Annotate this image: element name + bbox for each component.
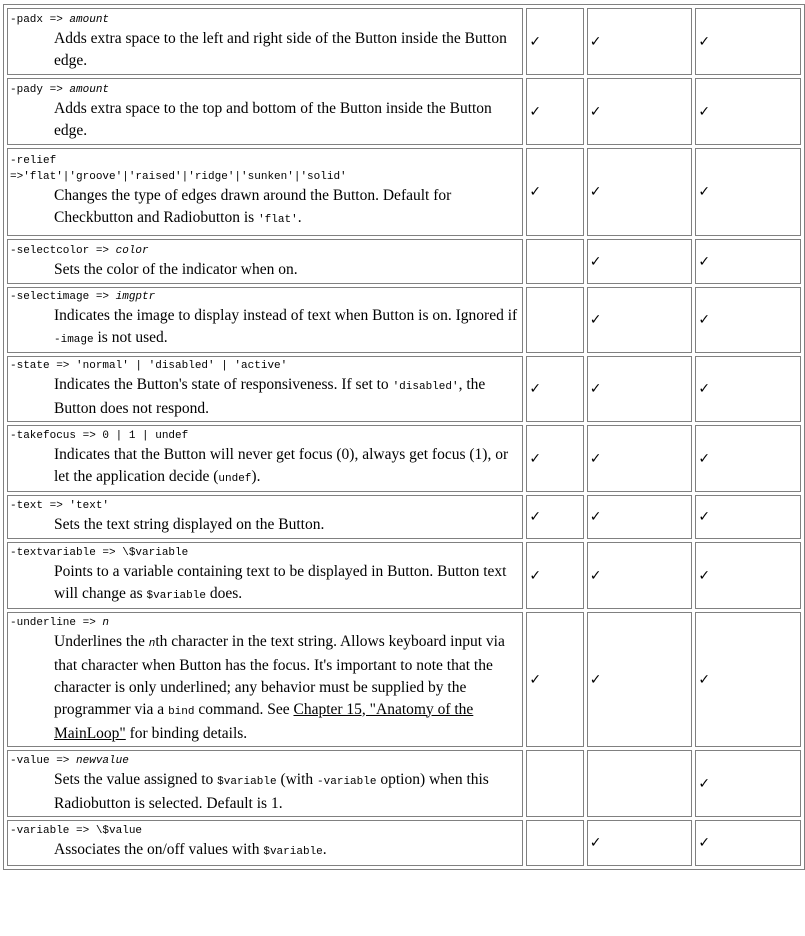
check-icon: ✓ — [589, 671, 602, 688]
check-icon: ✓ — [698, 671, 711, 688]
check-cell-col2 — [526, 239, 583, 284]
check-cell-col3 — [587, 287, 693, 353]
option-cell — [7, 612, 523, 747]
option-cell — [7, 750, 523, 817]
option-signature: -value => newvalue — [10, 754, 129, 767]
option-description: Adds extra space to the left and right side of the Button inside the Button edge. — [54, 29, 507, 69]
option-signature: -textvariable => \$variable — [10, 546, 189, 559]
check-icon: ✓ — [698, 509, 711, 525]
check-icon: ✓ — [529, 509, 542, 525]
chapter-15-link[interactable]: Chapter 15, "Anatomy of the MainLoop" — [54, 700, 474, 742]
check-icon: ✓ — [698, 450, 711, 467]
check-icon: ✓ — [529, 184, 542, 200]
check-cell-col4 — [695, 356, 801, 422]
option-signature: -relief — [10, 155, 57, 167]
check-cell-col3 — [587, 542, 693, 609]
check-cell-col3 — [587, 356, 693, 422]
option-signature: -variable => \$value — [10, 825, 143, 837]
check-icon: ✓ — [529, 103, 542, 120]
table-row — [7, 820, 801, 866]
check-cell-col2 — [526, 356, 583, 422]
check-cell-col3 — [587, 495, 693, 539]
option-description: Points to a variable containing text to be displayed in Button. Button text will change as $variable does. — [54, 562, 507, 602]
table-row — [7, 239, 801, 284]
option-cell — [7, 425, 523, 492]
check-icon: ✓ — [589, 184, 602, 200]
check-cell-col2 — [526, 287, 583, 353]
check-icon: ✓ — [589, 312, 602, 328]
check-cell-col4 — [695, 78, 801, 145]
option-description: Indicates the image to display instead of text when Button is on. Ignored if -image is not used. — [54, 307, 518, 346]
option-description: Changes the type of edges drawn around the Button. Default for Checkbutton and Radiobutton is 'flat'. — [54, 187, 452, 226]
check-cell-col3 — [587, 78, 693, 145]
check-cell-col4 — [695, 820, 801, 866]
check-cell-col2 — [526, 612, 583, 747]
option-signature: -text => 'text' — [10, 500, 110, 512]
table-row — [7, 8, 801, 75]
table-row — [7, 78, 801, 145]
option-cell — [7, 820, 523, 866]
option-description: Underlines the nth character in the text string. Allows keyboard input via that character when Button has the focus. It's important to note that the character is only underlined; any behavior must be supplied by the programmer via a bind command. See Chapter 15, "Anatomy of the MainLoop" for binding details. — [54, 632, 505, 742]
option-description: Sets the value assigned to $variable (with -variable option) when this Radiobutton is selected. Default is 1. — [54, 770, 489, 812]
check-cell-col3 — [587, 239, 693, 284]
option-description: Indicates the Button's state of responsiveness. If set to 'disabled', the Button does not respond. — [54, 376, 486, 417]
option-signature: -state => 'normal' | 'disabled' | 'active' — [10, 360, 288, 372]
option-cell — [7, 78, 523, 145]
option-signature-values: =>'flat'|'groove'|'raised'|'ridge'|'sunken'|'solid' — [10, 171, 347, 183]
check-icon: ✓ — [529, 450, 542, 467]
check-icon: ✓ — [698, 253, 711, 270]
check-icon: ✓ — [589, 567, 602, 584]
options-table-body — [7, 8, 801, 866]
check-cell-col2 — [526, 820, 583, 866]
table-row — [7, 612, 801, 747]
check-cell-col4 — [695, 542, 801, 609]
option-description: Sets the color of the indicator when on. — [54, 260, 298, 278]
check-icon: ✓ — [698, 775, 711, 792]
option-signature: -selectcolor => color — [10, 244, 149, 257]
check-cell-col3 — [587, 820, 693, 866]
table-row — [7, 287, 801, 353]
check-icon: ✓ — [589, 509, 602, 525]
check-icon: ✓ — [698, 381, 711, 397]
option-description: Sets the text string displayed on the Button. — [54, 516, 325, 533]
check-icon: ✓ — [529, 671, 542, 688]
check-icon: ✓ — [698, 312, 711, 328]
option-signature: -selectimage => imgptr — [10, 291, 156, 303]
option-cell — [7, 148, 523, 236]
option-signature: -takefocus => 0 | 1 | undef — [10, 429, 189, 442]
table-row — [7, 542, 801, 609]
check-icon: ✓ — [698, 567, 711, 584]
check-cell-col4 — [695, 750, 801, 817]
check-cell-col4 — [695, 8, 801, 75]
table-row — [7, 495, 801, 539]
check-cell-col3 — [587, 425, 693, 492]
option-cell — [7, 8, 523, 75]
option-description: Indicates that the Button will never get focus (0), always get focus (1), or let the application decide (undef). — [54, 445, 509, 485]
check-icon: ✓ — [698, 184, 711, 200]
check-cell-col4 — [695, 425, 801, 492]
option-cell — [7, 239, 523, 284]
check-icon: ✓ — [698, 835, 711, 851]
option-description: Associates the on/off values with $variable. — [54, 841, 327, 858]
check-icon: ✓ — [589, 381, 602, 397]
check-cell-col4 — [695, 612, 801, 747]
check-icon: ✓ — [589, 103, 602, 120]
check-cell-col2 — [526, 495, 583, 539]
table-row — [7, 425, 801, 492]
option-cell — [7, 356, 523, 422]
check-cell-col4 — [695, 287, 801, 353]
check-icon: ✓ — [589, 450, 602, 467]
check-icon: ✓ — [589, 33, 602, 50]
check-cell-col2 — [526, 425, 583, 492]
table-row — [7, 750, 801, 817]
check-cell-col3 — [587, 8, 693, 75]
option-signature: -padx => amount — [10, 13, 110, 26]
check-icon: ✓ — [529, 381, 542, 397]
check-cell-col4 — [695, 495, 801, 539]
check-cell-col2 — [526, 542, 583, 609]
check-cell-col2 — [526, 750, 583, 817]
check-icon: ✓ — [529, 567, 542, 584]
check-cell-col4 — [695, 239, 801, 284]
option-cell — [7, 287, 523, 353]
check-cell-col2 — [526, 148, 583, 236]
check-cell-col3 — [587, 750, 693, 817]
option-cell — [7, 495, 523, 539]
check-icon: ✓ — [529, 33, 542, 50]
check-icon: ✓ — [589, 253, 602, 270]
check-icon: ✓ — [589, 835, 602, 851]
check-cell-col3 — [587, 612, 693, 747]
options-table — [3, 4, 805, 870]
option-cell — [7, 542, 523, 609]
table-row — [7, 148, 801, 236]
check-icon: ✓ — [698, 103, 711, 120]
option-description: Adds extra space to the top and bottom of the Button inside the Button edge. — [54, 99, 492, 139]
option-signature: -underline => n — [10, 616, 110, 629]
check-cell-col3 — [587, 148, 693, 236]
check-cell-col2 — [526, 8, 583, 75]
check-cell-col2 — [526, 78, 583, 145]
check-icon: ✓ — [698, 33, 711, 50]
table-row — [7, 356, 801, 422]
check-cell-col4 — [695, 148, 801, 236]
option-signature: -pady => amount — [10, 83, 110, 96]
